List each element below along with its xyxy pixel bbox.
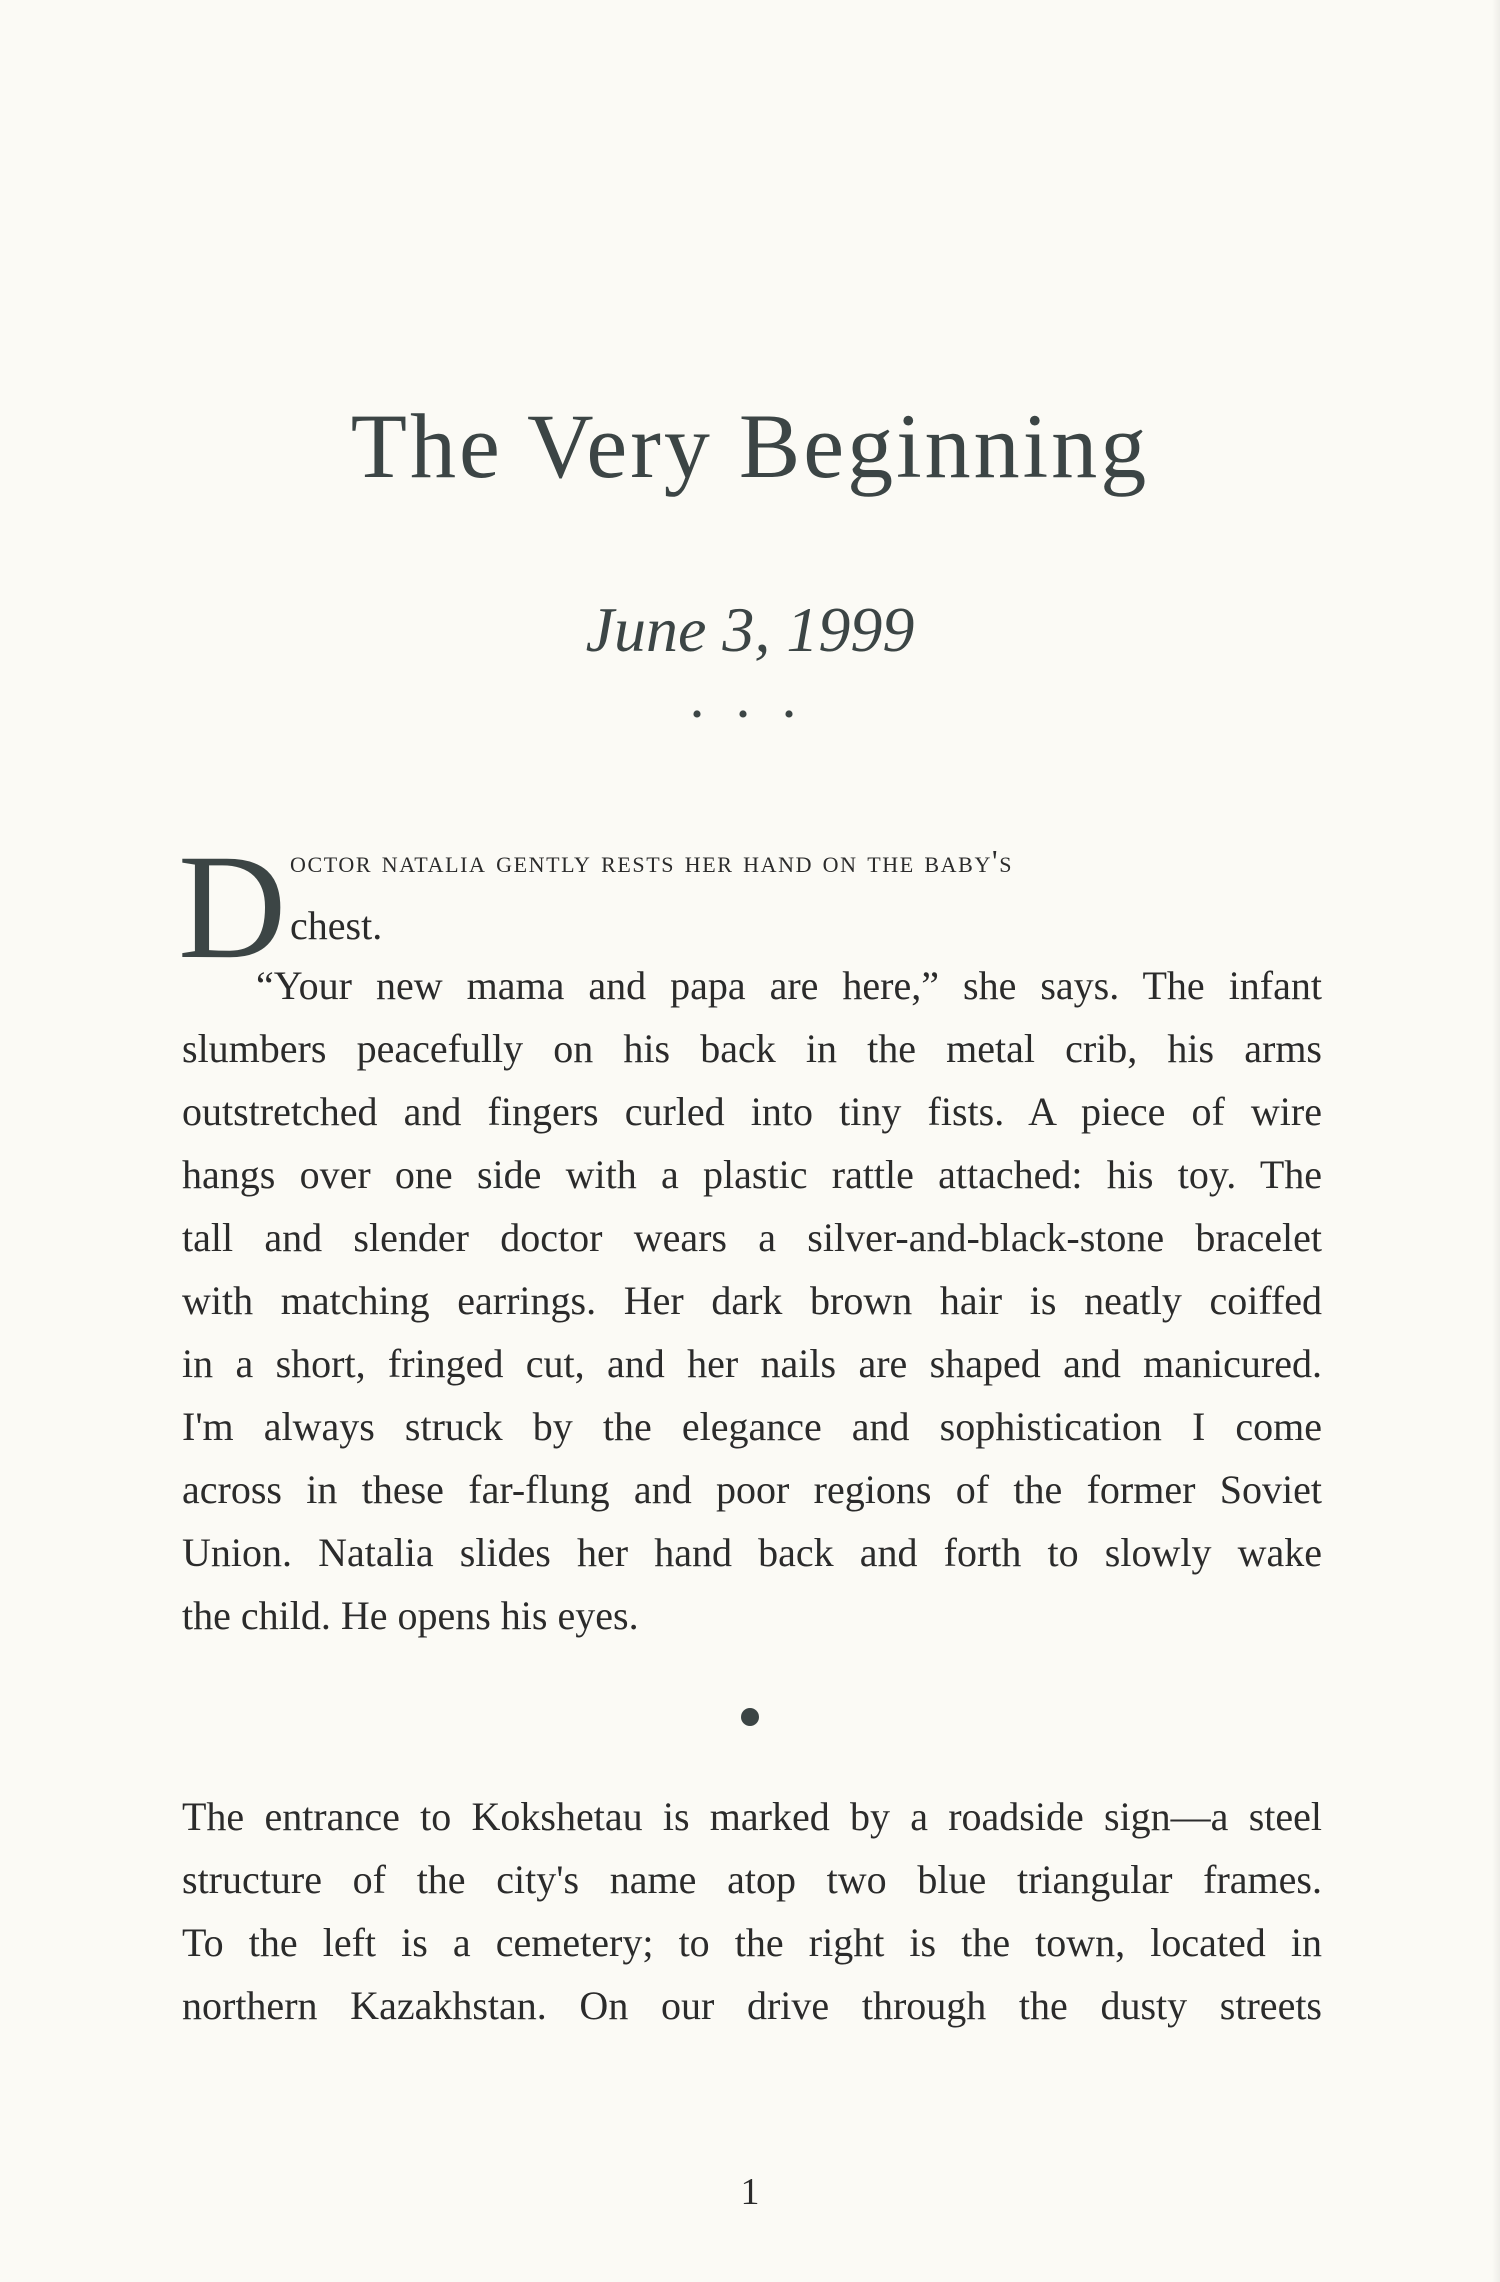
text-line: outstretched and fingers curled into tiny fists. A piece of wire (182, 1089, 1322, 1134)
opening-small-caps-line: octor natalia gently rests her hand on the baby's (290, 843, 1014, 879)
page-edge-shadow (1492, 0, 1500, 2282)
text-line: Union. Natalia slides her hand back and forth to slowly wake (182, 1530, 1322, 1575)
opening-continuation: chest. (290, 903, 383, 948)
text-line: tall and slender doctor wears a silver-and-black-stone bracelet (182, 1215, 1322, 1260)
text-line: in a short, fringed cut, and her nails are shaped and manicured. (182, 1341, 1322, 1386)
section-break-dot (741, 1708, 759, 1726)
text-line: structure of the city's name atop two blue triangular frames. (182, 1857, 1322, 1902)
text-line: The entrance to Kokshetau is marked by a roadside sign—a steel (182, 1794, 1322, 1839)
chapter-title: The Very Beginning (350, 395, 1150, 497)
text-line: slumbers peacefully on his back in the metal crib, his arms (182, 1026, 1322, 1071)
text-line: across in these far-flung and poor regions of the former Soviet (182, 1467, 1322, 1512)
text-line: To the left is a cemetery; to the right is the town, located in (182, 1920, 1322, 1965)
drop-cap: D (178, 824, 287, 990)
text-line: northern Kazakhstan. On our drive through the dusty streets (182, 1983, 1322, 2028)
page-number: 1 (740, 2171, 760, 2213)
text-line: I'm always struck by the elegance and sophistication I come (182, 1404, 1322, 1449)
text-line: with matching earrings. Her dark brown hair is neatly coiffed (182, 1278, 1322, 1323)
text-line: the child. He opens his eyes. (182, 1593, 639, 1638)
chapter-ornament: • • • (691, 698, 809, 731)
text-line: hangs over one side with a plastic rattle attached: his toy. The (182, 1152, 1322, 1197)
chapter-date: June 3, 1999 (585, 594, 915, 665)
text-line: “Your new mama and papa are here,” she says. The infant (256, 963, 1322, 1008)
